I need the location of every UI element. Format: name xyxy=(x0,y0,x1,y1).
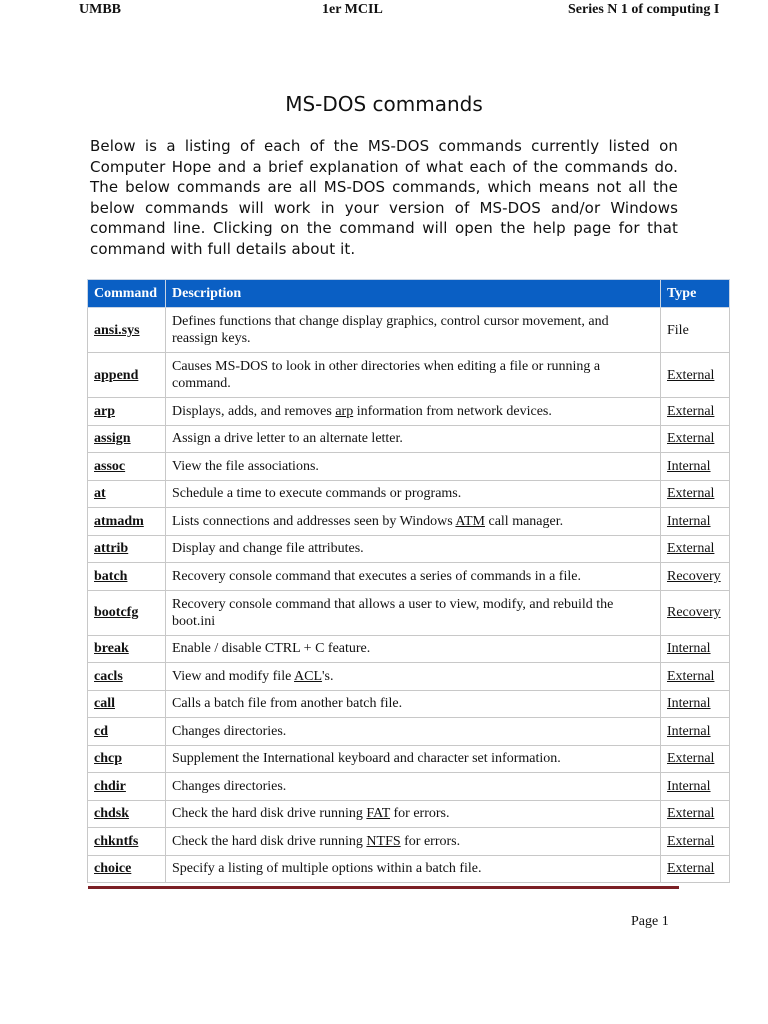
command-description xyxy=(166,718,661,746)
table-row xyxy=(88,425,730,453)
command-link[interactable]: bootcfg xyxy=(88,590,166,635)
command-type[interactable]: Internal xyxy=(661,635,730,663)
command-link[interactable]: attrib xyxy=(88,535,166,563)
header-school: UMBB xyxy=(79,2,121,17)
command-description xyxy=(166,535,661,563)
description-text: Changes directories. xyxy=(172,778,287,794)
intro-paragraph: Below is a listing of each of the MS-DOS commands currently listed on Computer Hope and a brief explanation of what each of the commands do. The below commands are all MS-DOS commands, which means not all the below commands will work in your version of MS-DOS and/or Windows command line. Clicking on the command will open the help page for that command with full details about it. xyxy=(90,137,678,258)
command-description xyxy=(166,425,661,453)
command-link[interactable]: ansi.sys xyxy=(88,308,166,353)
table-row xyxy=(88,563,730,591)
command-description xyxy=(166,828,661,856)
command-type[interactable]: External xyxy=(661,663,730,691)
command-type[interactable]: Internal xyxy=(661,508,730,536)
page-header xyxy=(0,0,768,22)
command-type[interactable]: Recovery xyxy=(661,563,730,591)
table-row xyxy=(88,690,730,718)
table-row xyxy=(88,398,730,426)
description-term-link[interactable]: FAT xyxy=(366,806,391,822)
table-row xyxy=(88,353,730,398)
command-description xyxy=(166,590,661,635)
command-description xyxy=(166,453,661,481)
command-description xyxy=(166,800,661,828)
command-description xyxy=(166,480,661,508)
description-term-link[interactable]: ATM xyxy=(455,513,485,529)
table-header-row xyxy=(88,280,730,308)
description-text-tail: call manager. xyxy=(484,513,564,529)
footer-rule xyxy=(88,886,679,889)
description-text: Check the hard disk drive running xyxy=(172,833,367,849)
description-text: Display and change file attributes. xyxy=(172,541,364,557)
command-link[interactable]: atmadm xyxy=(88,508,166,536)
table-row xyxy=(88,535,730,563)
table-row xyxy=(88,773,730,801)
command-description xyxy=(166,690,661,718)
table-row xyxy=(88,855,730,883)
description-text: Causes MS-DOS to look in other directories when editing a file or running a command. xyxy=(172,359,601,391)
table-row xyxy=(88,453,730,481)
description-text-tail: for errors. xyxy=(400,833,461,849)
description-term-link[interactable]: arp xyxy=(335,403,354,419)
description-text: View the file associations. xyxy=(172,458,319,474)
command-link[interactable]: chcp xyxy=(88,745,166,773)
description-text: Assign a drive letter to an alternate letter. xyxy=(172,431,403,447)
description-text: Recovery console command that allows a user to view, modify, and rebuild the boot.ini xyxy=(172,596,614,629)
command-description xyxy=(166,635,661,663)
command-description xyxy=(166,745,661,773)
description-text: View and modify file xyxy=(172,668,295,684)
table-row xyxy=(88,590,730,635)
command-link[interactable]: break xyxy=(88,635,166,663)
description-text: Displays, adds, and removes xyxy=(172,403,336,419)
command-link[interactable]: assign xyxy=(88,425,166,453)
command-link[interactable]: cacls xyxy=(88,663,166,691)
command-type[interactable]: Internal xyxy=(661,718,730,746)
description-text: Enable / disable CTRL + C feature. xyxy=(172,641,371,657)
command-link[interactable]: chdir xyxy=(88,773,166,801)
command-link[interactable]: cd xyxy=(88,718,166,746)
command-link[interactable]: chdsk xyxy=(88,800,166,828)
command-type[interactable]: External xyxy=(661,535,730,563)
table-row xyxy=(88,508,730,536)
command-description xyxy=(166,773,661,801)
command-type[interactable]: External xyxy=(661,353,730,398)
description-text: Check the hard disk drive running xyxy=(172,806,367,822)
table-row xyxy=(88,718,730,746)
command-type[interactable]: Recovery xyxy=(661,590,730,635)
description-term-link[interactable]: ACL xyxy=(294,668,323,684)
column-header-description: Description xyxy=(166,280,661,308)
description-text: Changes directories. xyxy=(172,723,287,739)
description-text: Specify a listing of multiple options within a batch file. xyxy=(172,861,482,877)
command-type[interactable]: Internal xyxy=(661,453,730,481)
description-term-link[interactable]: NTFS xyxy=(366,833,401,849)
command-link[interactable]: choice xyxy=(88,855,166,883)
command-description xyxy=(166,508,661,536)
page-number: Page 1 xyxy=(631,914,669,929)
table-row xyxy=(88,663,730,691)
command-link[interactable]: append xyxy=(88,353,166,398)
command-type: File xyxy=(661,308,730,353)
command-link[interactable]: chkntfs xyxy=(88,828,166,856)
description-text-tail: information from network devices. xyxy=(353,403,552,419)
page-title: MS-DOS commands xyxy=(285,92,483,116)
header-class: 1er MCIL xyxy=(322,2,383,17)
command-description xyxy=(166,398,661,426)
command-type[interactable]: External xyxy=(661,800,730,828)
table-row xyxy=(88,635,730,663)
description-text: Schedule a time to execute commands or programs. xyxy=(172,486,462,502)
description-text: Calls a batch file from another batch file. xyxy=(172,696,403,712)
command-description xyxy=(166,663,661,691)
table-row xyxy=(88,828,730,856)
description-text: Recovery console command that executes a series of commands in a file. xyxy=(172,568,581,584)
command-link[interactable]: call xyxy=(88,690,166,718)
command-type[interactable]: Internal xyxy=(661,690,730,718)
table-row xyxy=(88,308,730,353)
table-row xyxy=(88,745,730,773)
column-header-command: Command xyxy=(88,280,166,308)
command-description xyxy=(166,855,661,883)
command-description xyxy=(166,353,661,398)
description-text-tail: for errors. xyxy=(390,806,450,822)
header-series: Series N 1 of computing I xyxy=(568,2,720,17)
command-description xyxy=(166,563,661,591)
command-type[interactable]: External xyxy=(661,745,730,773)
table-body xyxy=(88,308,730,883)
description-text: Lists connections and addresses seen by Windows xyxy=(172,513,456,529)
table-row xyxy=(88,800,730,828)
command-type[interactable]: Internal xyxy=(661,773,730,801)
command-link[interactable]: at xyxy=(88,480,166,508)
description-text: Defines functions that change display graphics, control cursor movement, and reassign keys. xyxy=(172,314,609,346)
command-link[interactable]: arp xyxy=(88,398,166,426)
description-text-tail: 's. xyxy=(322,668,334,684)
command-link[interactable]: batch xyxy=(88,563,166,591)
description-text: Supplement the International keyboard and character set information. xyxy=(172,751,561,767)
command-type[interactable]: External xyxy=(661,828,730,856)
commands-table xyxy=(87,279,730,883)
command-type[interactable]: External xyxy=(661,480,730,508)
table-row xyxy=(88,480,730,508)
command-type[interactable]: External xyxy=(661,398,730,426)
command-link[interactable]: assoc xyxy=(88,453,166,481)
command-type[interactable]: External xyxy=(661,855,730,883)
column-header-type: Type xyxy=(661,280,730,308)
command-type[interactable]: External xyxy=(661,425,730,453)
command-description xyxy=(166,308,661,353)
